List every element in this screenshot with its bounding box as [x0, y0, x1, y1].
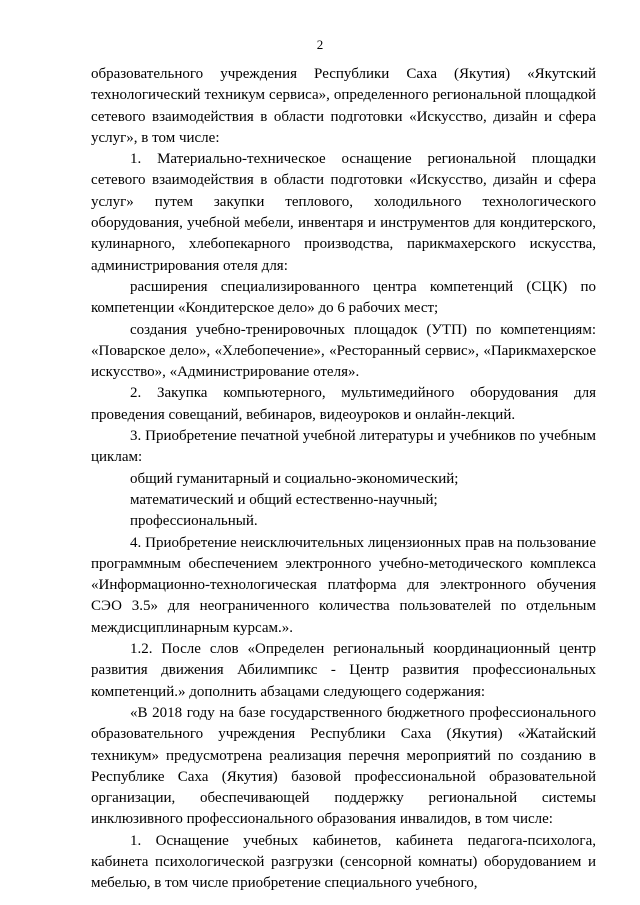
paragraph-quote-2018: «В 2018 году на базе государственного бюджетного профессионального образовательного учреждения Республики Саха (Якутия) «Жатайский техникум» предусмотрена реализация перечня мероприятий по созданию в Республике Саха (Якутия) базовой профессиональной образовательной организации, обеспечивающей поддержку региональной системы инклюзивного профессионального образования инвалидов, в том числе:	[91, 704, 596, 828]
document-body	[91, 64, 596, 895]
page-number: 2	[316, 37, 324, 52]
paragraph-item-4: 4. Приобретение неисключительных лицензионных прав на пользование программным обеспечением электронного учебно-методического комплекса «Информационно-технологическая платформа для электронного обучения СЭО 3.5» для неограниченного количества пользователей по отдельным междисциплинарным курсам.».	[91, 534, 596, 636]
paragraph-1-2: 1.2. После слов «Определен региональный координационный центр развития движения Абилимпикс - Центр развития профессиональных компетенций.» дополнить абзацами следующего содержания:	[91, 641, 596, 700]
paragraph-continuation: образовательного учреждения Республики Саха (Якутия) «Якутский технологический техникум сервиса», определенного региональной площадкой сетевого взаимодействия в области подготовки «Искусство, дизайн и сфера услуг», в том числе:	[91, 66, 596, 146]
paragraph-cycle-professional: профессиональный.	[130, 513, 258, 530]
paragraph-item-2: 2. Закупка компьютерного, мультимедийного оборудования для проведения совещаний, вебинаров, видеоуроков и онлайн-лекций.	[91, 385, 596, 423]
paragraph-equipping: 1. Оснащение учебных кабинетов, кабинета педагога-психолога, кабинета психологической разгрузки (сенсорной комнаты) оборудованием и мебелью, в том числе приобретение специального учебного,	[91, 832, 596, 892]
paragraph-item-3: 3. Приобретение печатной учебной литературы и учебников по учебным циклам:	[91, 428, 596, 466]
paragraph-sck: расширения специализированного центра компетенций (СЦК) по компетенции «Кондитерское дело» до 6 рабочих мест;	[91, 278, 596, 317]
paragraph-cycle-math: математический и общий естественно-научный;	[130, 491, 438, 508]
paragraph-item-1: 1. Материально-техническое оснащение региональной площадки сетевого взаимодействия в области подготовки «Искусство, дизайн и сфера услуг» путем закупки теплового, холодильного технологического оборудования, учебной мебели, инвентаря и инструментов для кондитерского, кулинарного, хлебопекарного производства, парикмахерского искусства, администрирования отеля для:	[91, 151, 596, 274]
paragraph-cycle-humanities: общий гуманитарный и социально-экономический;	[130, 470, 459, 487]
paragraph-utp: создания учебно-тренировочных площадок (УТП) по компетенциям: «Поварское дело», «Хлебопечение», «Ресторанный сервис», «Парикмахерское искусство», «Администрирование отеля».	[91, 321, 596, 381]
